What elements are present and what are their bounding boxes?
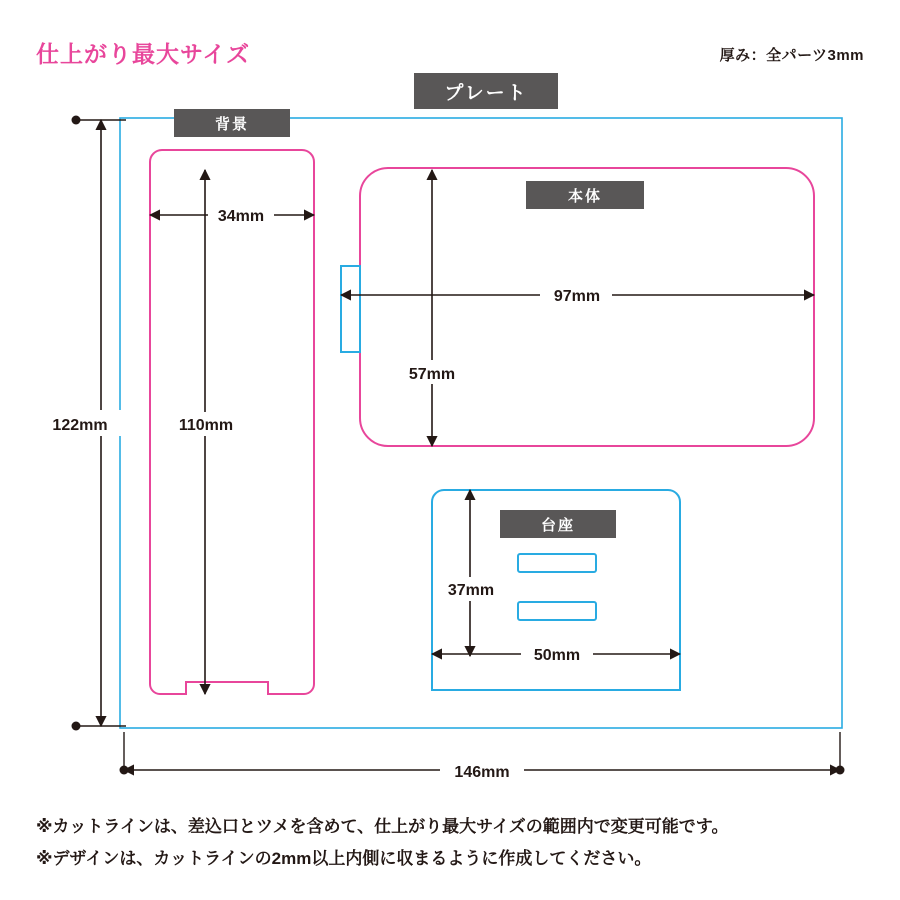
base-slot-top xyxy=(518,554,596,572)
note-line-2: ※デザインは、カットラインの2mm以上内側に収まるように作成してください。 xyxy=(36,849,652,868)
dim-body-width: 97mm xyxy=(553,288,601,305)
body-slot-outline xyxy=(341,266,360,352)
page-title: 仕上がり最大サイズ xyxy=(36,41,251,67)
dim-body-height: 57mm xyxy=(408,366,456,383)
dim-plate-width: 146mm xyxy=(454,764,510,781)
tag-body: 本体 xyxy=(526,181,644,209)
tag-plate: プレート xyxy=(414,73,558,109)
dim-base-height: 37mm xyxy=(447,582,495,599)
base-slot-bottom xyxy=(518,602,596,620)
dim-plate-height: 122mm xyxy=(52,417,108,434)
dim-bg-width: 34mm xyxy=(217,208,265,225)
tag-background: 背景 xyxy=(174,109,290,137)
dim-bg-height: 110mm xyxy=(178,417,234,434)
dim-base-width: 50mm xyxy=(533,647,581,664)
thickness-label: 厚み：全パーツ3mm xyxy=(719,47,864,64)
tag-base: 台座 xyxy=(500,510,616,538)
note-line-1: ※カットラインは、差込口とツメを含めて、仕上がり最大サイズの範囲内で変更可能です。 xyxy=(36,817,729,836)
